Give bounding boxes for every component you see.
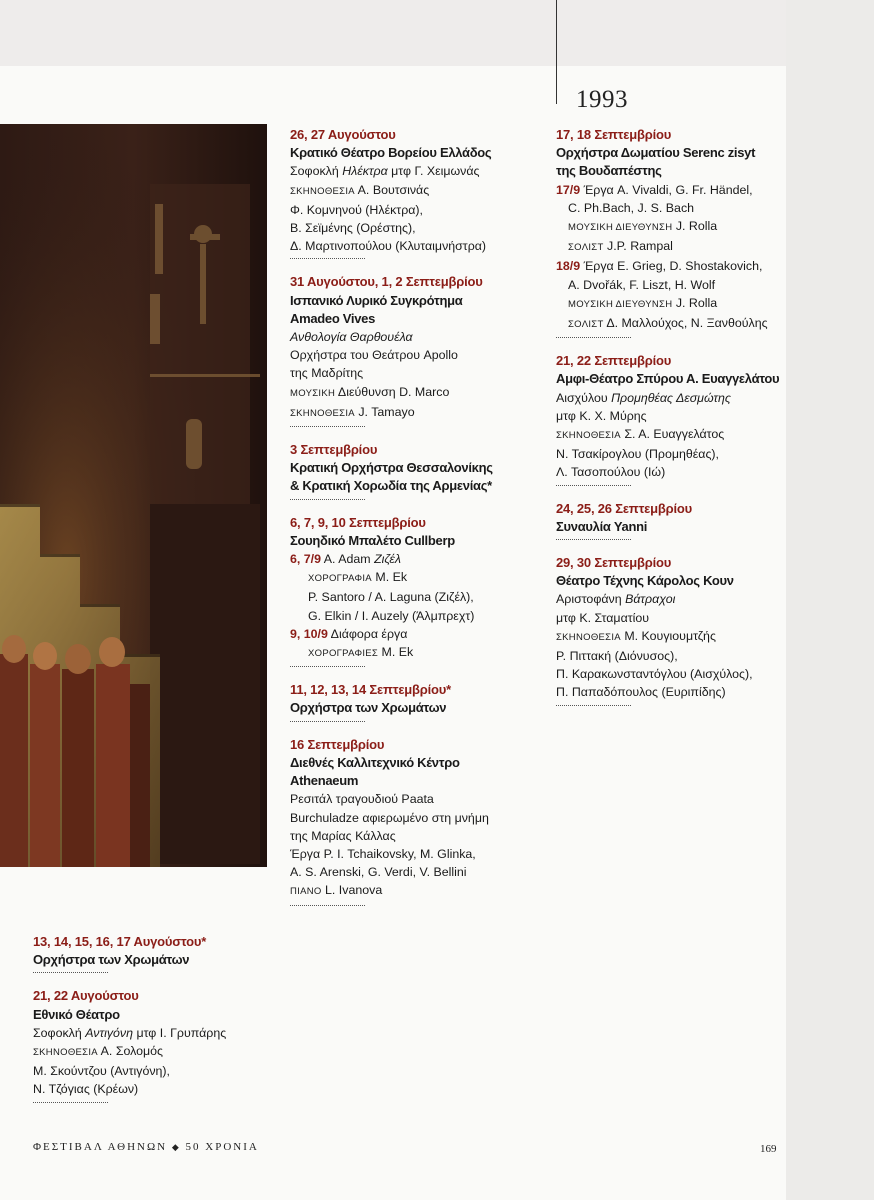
text-segment: M. Ek [371, 570, 408, 585]
page-year-heading: 1993 [576, 86, 628, 113]
role-caption: ΣΚΗΝΟΘΕΣΙΑ [290, 407, 355, 419]
role-caption: ΣΟΛΙΣΤ [568, 319, 604, 331]
text-segment: Ορχήστρα των Χρωμάτων [290, 700, 447, 716]
performance-dates: 18/9 [556, 259, 581, 274]
event-detail-line [556, 463, 796, 481]
role-caption: ΜΟΥΣΙΚΗ [290, 387, 336, 399]
event-title [290, 772, 552, 790]
text-segment: 13, 14, 15, 16, 17 Αυγούστου* [33, 934, 207, 949]
text-segment: Θέατρο Τέχνης Κάρολος Κουν [556, 573, 734, 589]
text-segment: & Κρατική Χορωδία της Αρμενίας* [290, 478, 492, 494]
event-date [33, 987, 273, 1005]
event-detail-line [556, 199, 796, 217]
text-segment: Athenaeum [290, 773, 359, 789]
event-detail-line [33, 1062, 273, 1080]
event-title [33, 951, 273, 969]
event-entry [290, 126, 552, 259]
text-segment: της Μαδρίτης [290, 366, 364, 381]
event-detail-line [556, 257, 796, 275]
text-segment: Κρατική Ορχήστρα Θεσσαλονίκης [290, 460, 493, 476]
event-entry [290, 441, 552, 500]
event-detail-line [290, 162, 552, 180]
text-segment: 26, 27 Αυγούστου [290, 127, 396, 142]
text-segment: Α. Βουτσινάς [354, 182, 430, 197]
text-segment: Αισχύλου [556, 390, 612, 405]
role-caption: ΧΟΡΟΓΡΑΦΙΑ [308, 573, 372, 585]
text-segment: A. Dvořák, F. Liszt, H. Wolf [568, 277, 716, 292]
event-detail-line [290, 237, 552, 255]
event-detail-line [556, 407, 796, 425]
event-detail-line [556, 389, 796, 407]
text-segment: Αμφι-Θέατρο Σπύρου Α. Ευαγγελάτου [556, 371, 780, 387]
event-detail-line [290, 568, 552, 588]
event-detail-line [33, 1080, 273, 1098]
event-title [290, 532, 552, 550]
text-segment: Έργα A. Vivaldi, G. Fr. Händel, [580, 182, 753, 197]
event-title [556, 572, 796, 590]
event-detail-line [290, 181, 552, 201]
event-detail-line [556, 647, 796, 665]
event-title [290, 754, 552, 772]
event-title [290, 292, 552, 310]
performance-dates: 17/9 [556, 182, 581, 197]
event-detail-line [290, 827, 552, 845]
role-caption: ΜΟΥΣΙΚΗ ΔΙΕΥΘΥΝΣΗ [568, 222, 673, 234]
text-segment: 21, 22 Σεπτεμβρίου [556, 353, 672, 369]
text-segment: Ρ. Πιττακή (Διόνυσος), [556, 649, 678, 664]
role-caption: ΧΟΡΟΓΡΑΦΙΕΣ [308, 648, 379, 660]
event-detail-line [556, 445, 796, 463]
text-segment: L. Ivanova [321, 883, 383, 898]
text-segment: Β. Σεϊμένης (Ορέστης), [290, 221, 416, 236]
event-detail-line [33, 1024, 273, 1042]
text-segment: Διεύθυνση D. Marco [335, 384, 450, 399]
text-segment: Π. Παπαδόπουλος (Ευριπίδης) [556, 685, 726, 700]
text-segment: μτφ Κ. Σταματίου [556, 610, 650, 625]
event-title [290, 477, 552, 495]
event-title [290, 459, 552, 477]
event-detail-line [290, 201, 552, 219]
event-date [556, 352, 796, 370]
event-entry [556, 554, 796, 706]
entry-divider [290, 258, 365, 259]
event-title [33, 1006, 273, 1024]
text-segment: P. Santoro / A. Laguna (Ζιζέλ), [308, 590, 474, 605]
event-detail-line [556, 217, 796, 237]
entry-divider [290, 499, 365, 500]
text-segment: Αριστοφάνη [556, 592, 626, 607]
entry-divider [290, 721, 365, 722]
footer-anniversary: 50 ΧΡΟΝΙΑ [185, 1141, 259, 1153]
event-date [556, 126, 796, 144]
listing-column-2 [556, 126, 796, 720]
performance-dates: 6, 7/9 [290, 552, 322, 567]
text-segment: G. Elkin / I. Auzely (Άλμπρεχτ) [308, 608, 475, 623]
text-segment: Κρατικό Θέατρο Βορείου Ελλάδος [290, 145, 492, 161]
role-caption: ΣΚΗΝΟΘΕΣΙΑ [556, 430, 621, 442]
entry-divider [290, 666, 365, 667]
event-detail-line [556, 237, 796, 257]
event-date [33, 933, 273, 951]
text-segment: 24, 25, 26 Σεπτεμβρίου [556, 500, 692, 516]
event-title [556, 162, 796, 180]
event-detail-line [556, 609, 796, 627]
role-caption: ΣΚΗΝΟΘΕΣΙΑ [556, 631, 621, 643]
event-date [290, 514, 552, 532]
event-entry [290, 273, 552, 427]
event-detail-line [290, 881, 552, 901]
text-segment: Σουηδικό Μπαλέτο Cullberp [290, 532, 455, 548]
event-title [290, 310, 552, 328]
event-detail-line [290, 809, 552, 827]
event-detail-line [290, 364, 552, 382]
work-title: Αντιγόνη [85, 1025, 133, 1040]
text-segment: Μ. Σκούντζου (Αντιγόνη), [33, 1064, 170, 1079]
event-title [556, 518, 796, 536]
entry-divider [290, 426, 365, 427]
event-entry [33, 933, 273, 973]
role-caption: ΣΚΗΝΟΘΕΣΙΑ [33, 1047, 98, 1059]
performance-dates: 9, 10/9 [290, 626, 328, 641]
event-title [556, 144, 796, 162]
text-segment: Ορχήστρα του Θεάτρου Apollo [290, 348, 458, 363]
entry-divider [556, 337, 631, 338]
page-top-band [0, 0, 874, 66]
text-segment: J. Tamayo [354, 404, 415, 419]
event-detail-line [290, 403, 552, 423]
page-right-margin [786, 0, 874, 1200]
event-title [290, 699, 552, 717]
text-segment: Ρεσιτάλ τραγουδιού Paata [290, 792, 434, 807]
text-segment: 29, 30 Σεπτεμβρίου [556, 555, 672, 571]
text-segment: A. S. Arenski, G. Verdi, V. Bellini [290, 865, 467, 880]
entry-divider [290, 905, 365, 906]
text-segment: Ορχήστρα Δωματίου Serenc zisyt [556, 145, 756, 161]
text-segment: M. Ek [378, 645, 414, 660]
listing-column-1 [290, 126, 552, 920]
event-detail-line [290, 383, 552, 403]
event-detail-line [556, 294, 796, 314]
entry-divider [556, 705, 631, 706]
text-segment: 11, 12, 13, 14 Σεπτεμβρίου* [290, 682, 452, 698]
work-title: Προμηθέας Δεσμώτης [611, 390, 731, 405]
event-detail-line [290, 643, 552, 663]
text-segment: Έργα P. I. Tchaikovsky, M. Glinka, [290, 846, 476, 861]
text-segment: Burchuladze αφιερωμένο στη μνήμη [290, 810, 489, 825]
event-date [290, 681, 552, 699]
text-segment: Amadeo Vives [290, 310, 376, 326]
role-caption: ΣΚΗΝΟΘΕΣΙΑ [290, 185, 355, 197]
text-segment: Σοφοκλή [33, 1025, 86, 1040]
text-segment: 17, 18 Σεπτεμβρίου [556, 127, 672, 142]
text-segment: Λ. Τασοπούλου (Ιώ) [556, 465, 666, 480]
event-detail-line [556, 590, 796, 608]
text-segment: Ν. Τσακίρογλου (Προμηθέας), [556, 447, 719, 462]
entry-divider [556, 485, 631, 486]
entry-divider [33, 972, 108, 973]
event-date [556, 500, 796, 518]
text-segment: Π. Καρακωνσταντόγλου (Αισχύλος), [556, 667, 753, 682]
event-date [290, 441, 552, 459]
entry-divider [33, 1102, 108, 1103]
text-segment: Φ. Κομνηνού (Ηλέκτρα), [290, 202, 423, 217]
event-title [556, 370, 796, 388]
event-detail-line [33, 1042, 273, 1062]
text-segment: J.P. Rampal [603, 239, 673, 254]
event-detail-line [290, 845, 552, 863]
event-entry [556, 352, 796, 485]
event-entry [556, 126, 796, 338]
event-detail-line [290, 607, 552, 625]
event-entry [556, 500, 796, 540]
event-detail-line [556, 181, 796, 199]
footer-festival-name: ΦΕΣΤΙΒΑΛ ΑΘΗΝΩΝ [33, 1141, 168, 1153]
role-caption: ΠΙΑΝΟ [290, 886, 322, 898]
event-detail-line [290, 550, 552, 568]
text-segment: μτφ Γ. Χειμωνάς [387, 164, 480, 179]
role-caption: ΜΟΥΣΙΚΗ ΔΙΕΥΘΥΝΣΗ [568, 298, 673, 310]
event-detail-line [290, 219, 552, 237]
event-title [290, 144, 552, 162]
text-segment: Μ. Κουγιουμτζής [620, 628, 716, 643]
event-detail-line [290, 328, 552, 346]
stage-performance-photo [0, 124, 267, 867]
text-segment: Δ. Μαρτινοπούλου (Κλυταιμνήστρα) [290, 239, 487, 254]
event-detail-line [290, 346, 552, 364]
event-date [290, 273, 552, 291]
event-detail-line [556, 425, 796, 445]
text-segment: 3 Σεπτεμβρίου [290, 442, 378, 458]
text-segment: Εθνικό Θέατρο [33, 1006, 120, 1022]
event-entry [290, 736, 552, 906]
year-vertical-rule [556, 0, 557, 104]
text-segment: Δ. Μαλλούχος, Ν. Ξανθούλης [603, 316, 768, 331]
event-entry [290, 514, 552, 668]
entry-divider [556, 539, 631, 540]
work-title: Ηλέκτρα [342, 164, 388, 179]
event-detail-line [290, 790, 552, 808]
event-date [290, 736, 552, 754]
event-detail-line [556, 276, 796, 294]
event-entry [33, 987, 273, 1102]
event-detail-line [556, 314, 796, 334]
event-entry [290, 681, 552, 721]
page-footer [33, 1141, 259, 1153]
event-date [290, 126, 552, 144]
text-segment: Σ. Α. Ευαγγελάτος [620, 427, 725, 442]
event-detail-line [556, 665, 796, 683]
text-segment: Α. Σολομός [97, 1044, 164, 1059]
text-segment: Διεθνές Καλλιτεχνικό Κέντρο [290, 754, 460, 770]
event-detail-line [290, 625, 552, 643]
text-segment: 21, 22 Αυγούστου [33, 988, 139, 1004]
text-segment: J. Rolla [672, 219, 718, 234]
text-segment: Συναυλία Yanni [556, 518, 648, 534]
event-date [556, 554, 796, 572]
text-segment: 6, 7, 9, 10 Σεπτεμβρίου [290, 514, 426, 530]
text-segment: Διάφορα έργα [327, 626, 408, 641]
text-segment: της Βουδαπέστης [556, 163, 662, 179]
footer-diamond-separator: ◆ [171, 1142, 181, 1152]
text-segment: της Μαρίας Κάλλας [290, 828, 396, 843]
text-segment: 31 Αυγούστου, 1, 2 Σεπτεμβρίου [290, 274, 483, 290]
text-segment: Έργα E. Grieg, D. Shostakovich, [580, 259, 763, 274]
work-title: Βάτραχοι [625, 592, 676, 607]
event-detail-line [556, 627, 796, 647]
text-segment: μτφ Ι. Γρυπάρης [133, 1025, 227, 1040]
text-segment: J. Rolla [672, 295, 718, 310]
text-segment: C. Ph.Bach, J. S. Bach [568, 200, 695, 215]
text-segment: Ισπανικό Λυρικό Συγκρότημα [290, 292, 463, 308]
page-number: 169 [760, 1143, 777, 1155]
work-title: Ζιζέλ [374, 552, 401, 567]
text-segment: A. Adam [321, 552, 375, 567]
event-detail-line [290, 588, 552, 606]
text-segment: Ορχήστρα των Χρωμάτων [33, 952, 190, 968]
text-segment: μτφ Κ. Χ. Μύρης [556, 408, 647, 423]
text-segment: Σοφοκλή [290, 164, 343, 179]
event-detail-line [290, 863, 552, 881]
listing-column-3 [33, 933, 273, 1117]
role-caption: ΣΟΛΙΣΤ [568, 242, 604, 254]
work-title: Ανθολογία Θαρθουέλα [290, 330, 413, 345]
event-detail-line [556, 683, 796, 701]
text-segment: Ν. Τζόγιας (Κρέων) [33, 1082, 139, 1097]
text-segment: 16 Σεπτεμβρίου [290, 736, 385, 752]
